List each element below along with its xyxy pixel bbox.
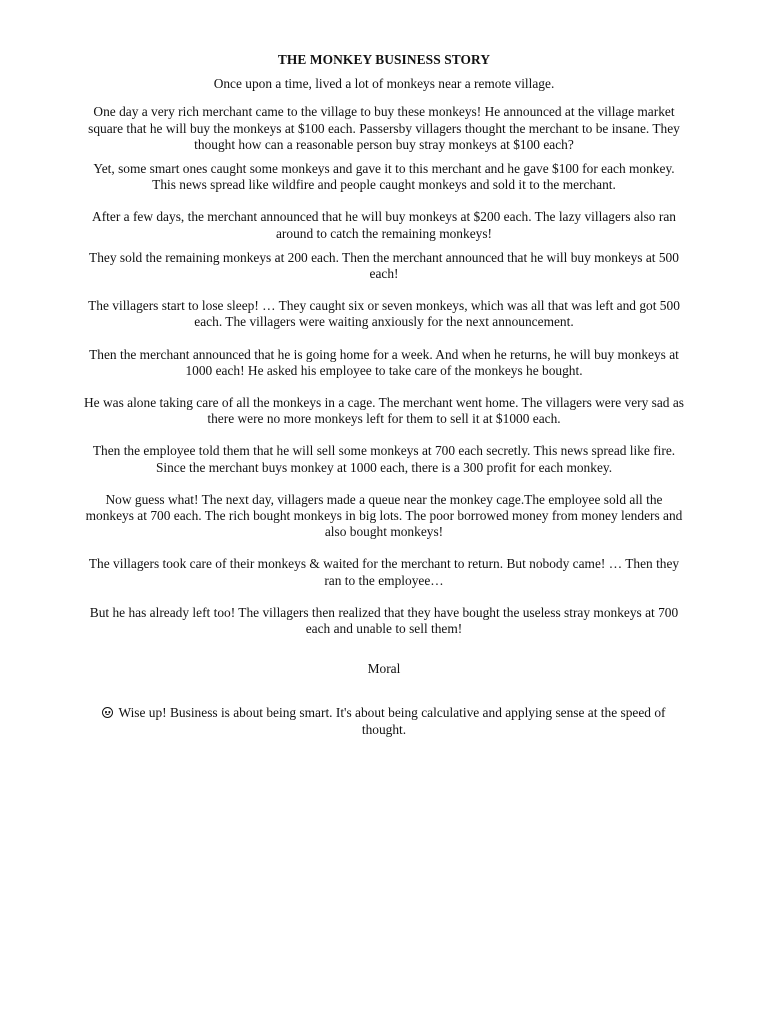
document-page	[84, 52, 684, 738]
paragraph-queue: Now guess what! The next day, villagers made a queue near the monkey cage.The employee sold all the monkeys at 700 each. The rich bought monkeys in big lots. The poor borrowed money from money lenders and also bought monkeys!	[85, 491, 683, 540]
paragraph-cage: He was alone taking care of all the monkeys in a cage. The merchant went home. The villagers were very sad as there were no more monkeys left for them to sell it at $1000 each.	[84, 395, 684, 427]
paragraph-merchant-arrives: One day a very rich merchant came to the village to buy these monkeys! He announced at the village market square that he will buy the monkeys at $100 each. Passersby villagers thought the merchant to be insane. They thought how can a reasonable person buy stray monkeys at $100 each?	[88, 104, 680, 152]
paragraph-left-too: But he has already left too! The villagers then realized that they have bought the useless stray monkeys at 700 each and unable to sell them!	[89, 604, 679, 637]
paragraph-employee-sells: Then the employee told them that he will sell some monkeys at 700 each secretly. This news spread like fire. Since the merchant buys monkey at 1000 each, there is a 300 profit for each monkey.	[92, 443, 676, 475]
paragraph-waited: The villagers took care of their monkeys & waited for the merchant to return. But nobody came! … Then they ran to the employee…	[88, 556, 680, 588]
document-title: THE MONKEY BUSINESS STORY	[277, 52, 491, 67]
paragraph-moral	[84, 705, 684, 737]
paragraph-500-each: They sold the remaining monkeys at 200 each. Then the merchant announced that he will buy monkeys at 500 each!	[89, 249, 679, 282]
moral-text: Wise up! Business is about being smart. It's about being calculative and applying sense at the speed of thought.	[118, 705, 666, 737]
paragraph-going-home: Then the merchant announced that he is going home for a week. And when he returns, he will buy monkeys at 1000 each! He asked his employee to take care of the monkeys he bought.	[89, 346, 679, 378]
moral-heading: Moral	[367, 661, 401, 677]
paragraph-lose-sleep: The villagers start to lose sleep! … They caught six or seven monkeys, which was all that was left and got 500 each. The villagers were waiting anxiously for the next announcement.	[88, 298, 680, 330]
paragraph-intro: Once upon a time, lived a lot of monkeys near a remote village.	[213, 76, 555, 92]
paragraph-smart-ones: Yet, some smart ones caught some monkeys and gave it to this merchant and he gave $100 for each monkey. This news spread like wildfire and people caught monkeys and sold it to the merchant.	[93, 161, 675, 193]
paragraph-200-each: After a few days, the merchant announced that he will buy monkeys at $200 each. The lazy villagers also ran around to catch the remaining monkeys!	[92, 209, 676, 241]
smiley-face-icon	[102, 707, 113, 718]
